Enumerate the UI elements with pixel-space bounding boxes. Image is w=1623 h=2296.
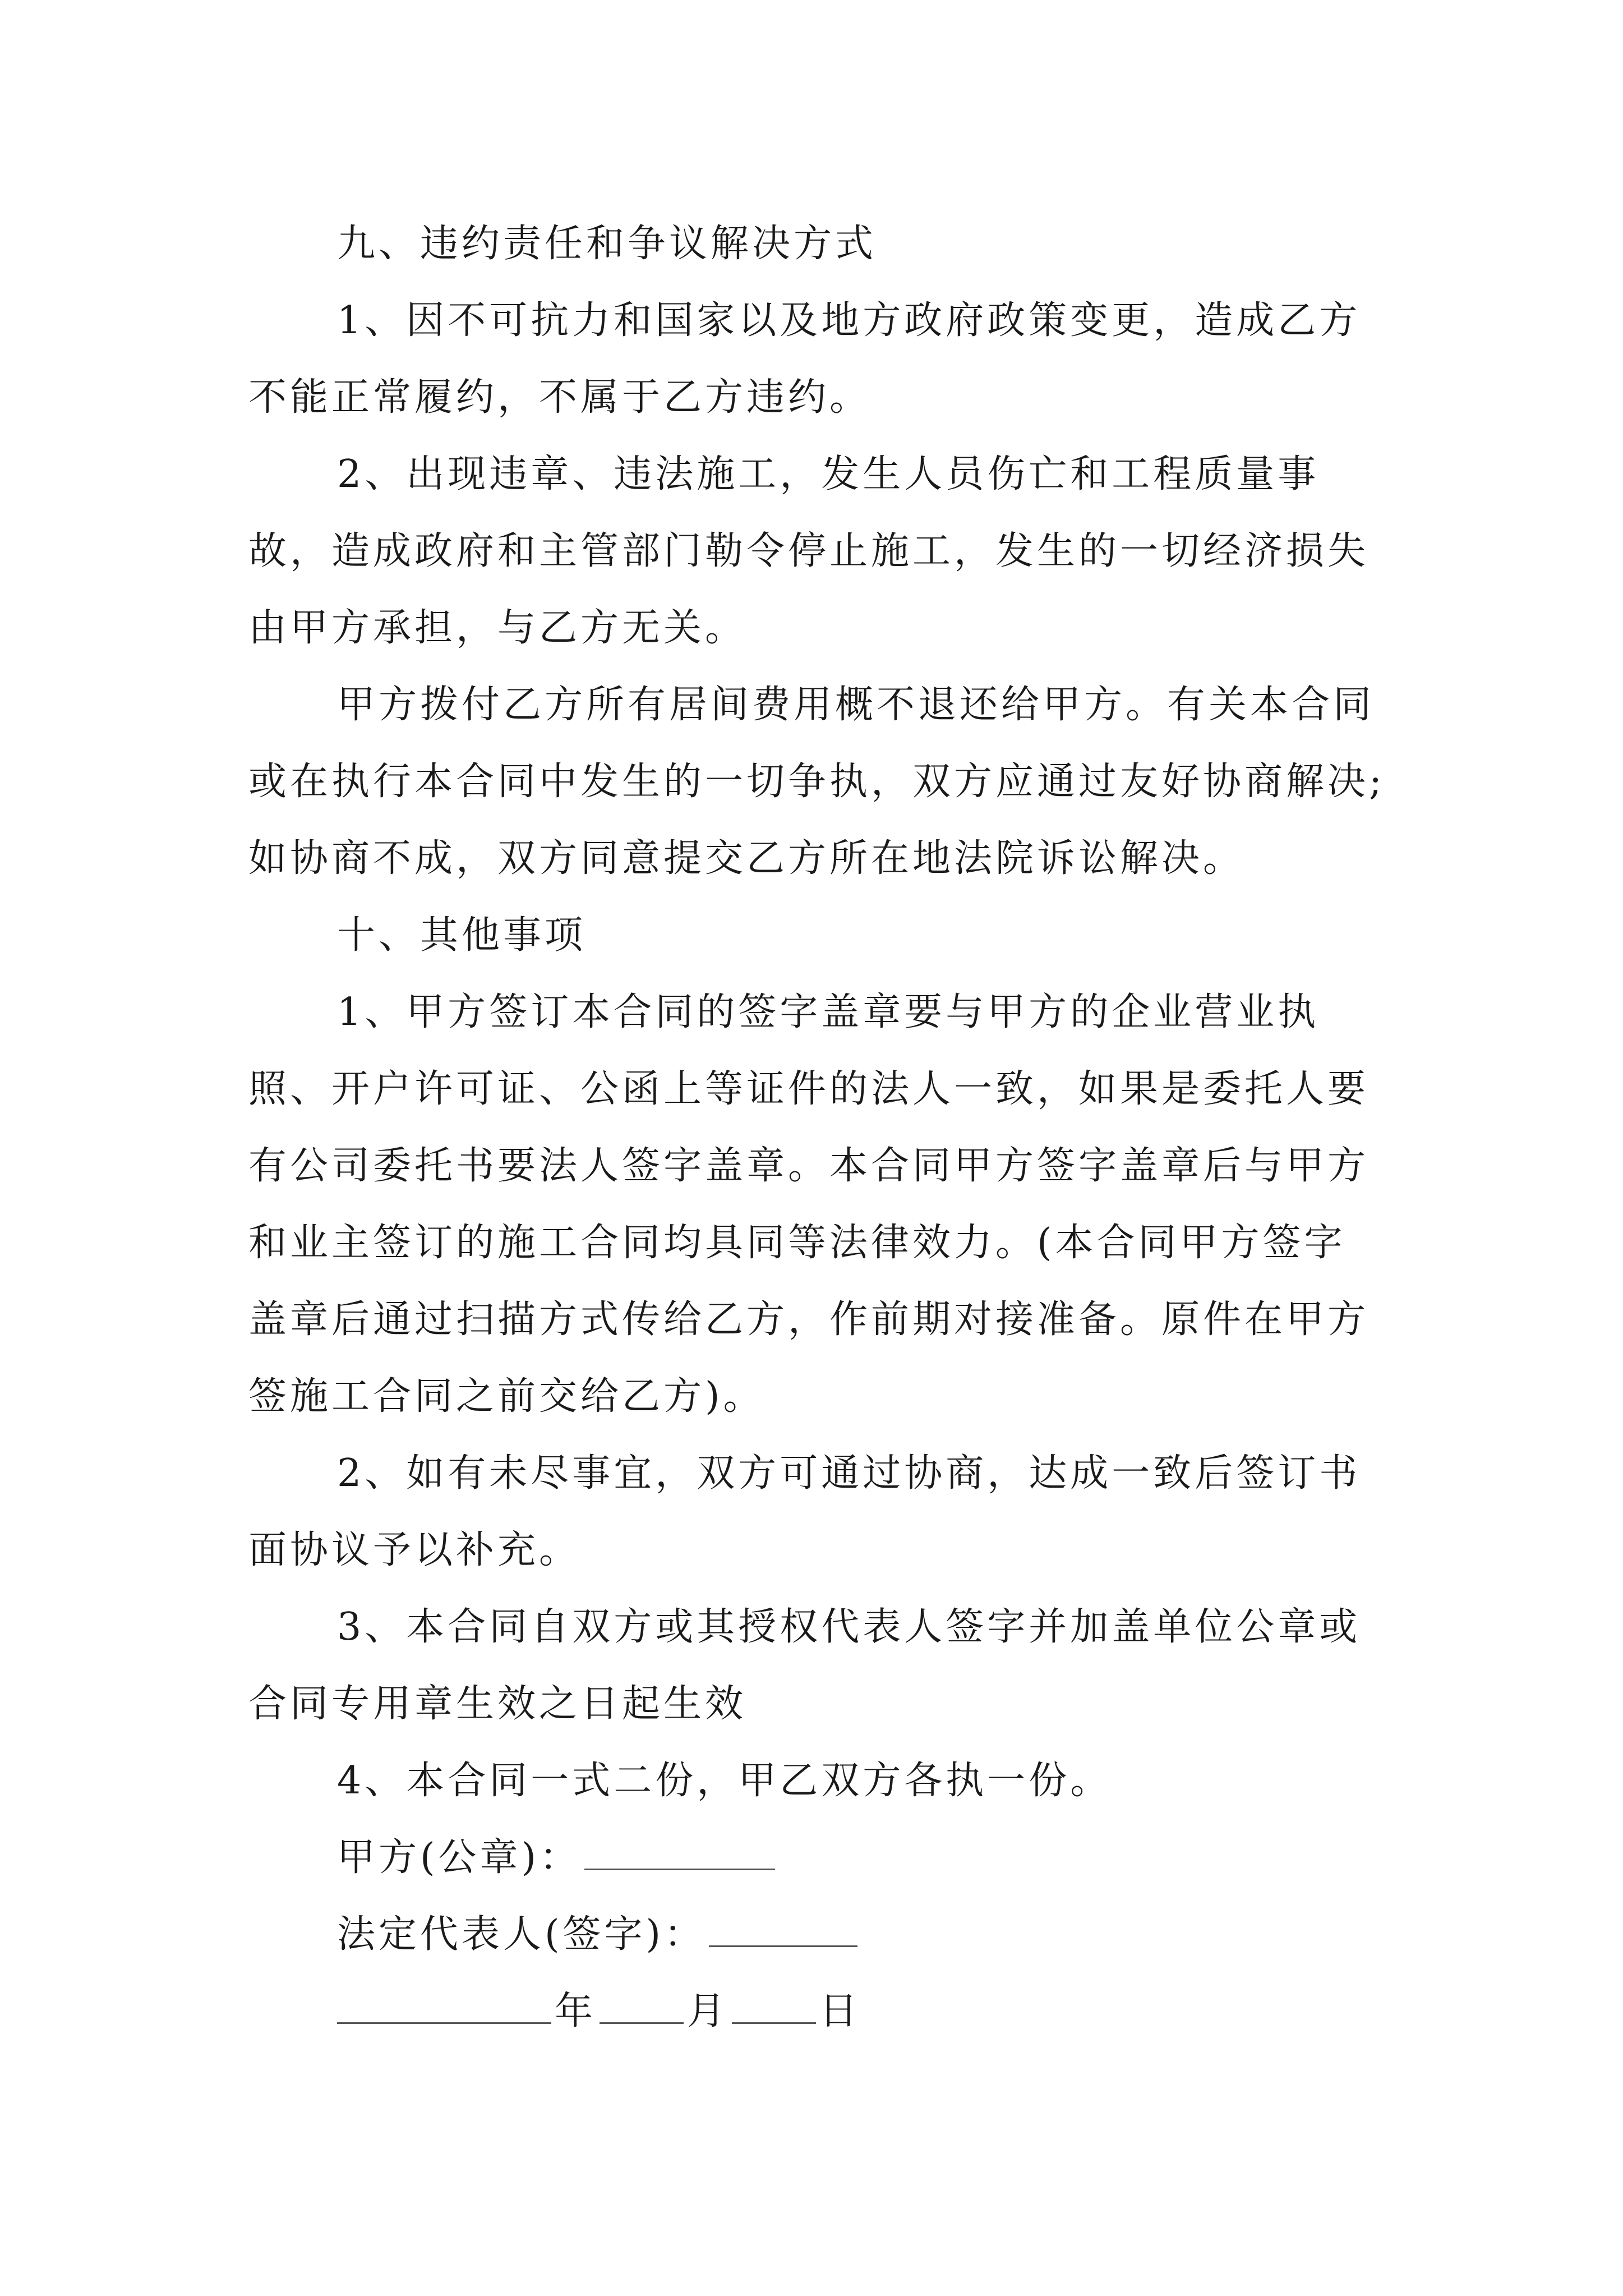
year-label: 年 — [555, 1989, 597, 2033]
year-blank[interactable] — [337, 1992, 551, 2024]
day-label: 日 — [819, 1989, 861, 2033]
signature-date-line — [248, 1973, 1387, 2050]
section-heading-10: 十、其他事项 — [337, 913, 587, 958]
clause-9-2: 2、出现违章、违法施工，发生人员伤亡和工程质量事故，造成政府和主管部门勒令停止施工，发生的一切经济损失由甲方承担，与乙方无关。 — [248, 452, 1370, 650]
month-blank[interactable] — [600, 1992, 684, 2024]
clause-10-1: 1、甲方签订本合同的签字盖章要与甲方的企业营业执照、开户许可证、公函上等证件的法人一致，如果是委托人要有公司委托书要法人签字盖章。本合同甲方签字盖章后与甲方和业主签订的施工合同均具同等法律效力。(本合同甲方签字盖章后通过扫描方式传给乙方，作前期对接准备。原件在甲方签施工合同之前交给乙方)。 — [248, 990, 1370, 1419]
clause-10-3: 3、本合同自双方或其授权代表人签字并加盖单位公章或合同专用章生效之日起生效 — [248, 1605, 1361, 1726]
party-seal-blank[interactable] — [584, 1838, 775, 1870]
signature-party-line — [248, 1819, 1387, 1896]
party-seal-label: 甲方(公章)： — [337, 1835, 582, 1880]
month-label: 月 — [687, 1989, 729, 2033]
day-blank[interactable] — [732, 1992, 816, 2024]
legal-rep-label: 法定代表人(签字)： — [337, 1912, 706, 1957]
clause-9-1: 1、因不可抗力和国家以及地方政府政策变更，造成乙方不能正常履约，不属于乙方违约。 — [248, 298, 1361, 420]
clause-10-2: 2、如有未尽事宜，双方可通过协商，达成一致后签订书面协议予以补充。 — [248, 1451, 1361, 1572]
clause-10-4: 4、本合同一式二份，甲乙双方各执一份。 — [337, 1759, 1112, 1803]
legal-rep-blank[interactable] — [709, 1915, 857, 1947]
clause-9-3: 甲方拨付乙方所有居间费用概不退还给甲方。有关本合同或在执行本合同中发生的一切争执，双方应通过友好协商解决;如协商不成，双方同意提交乙方所在地法院诉讼解决。 — [248, 683, 1385, 881]
section-heading-9: 九、违约责任和争议解决方式 — [337, 222, 877, 266]
signature-rep-line — [248, 1896, 1387, 1973]
document-body — [248, 205, 1387, 2050]
